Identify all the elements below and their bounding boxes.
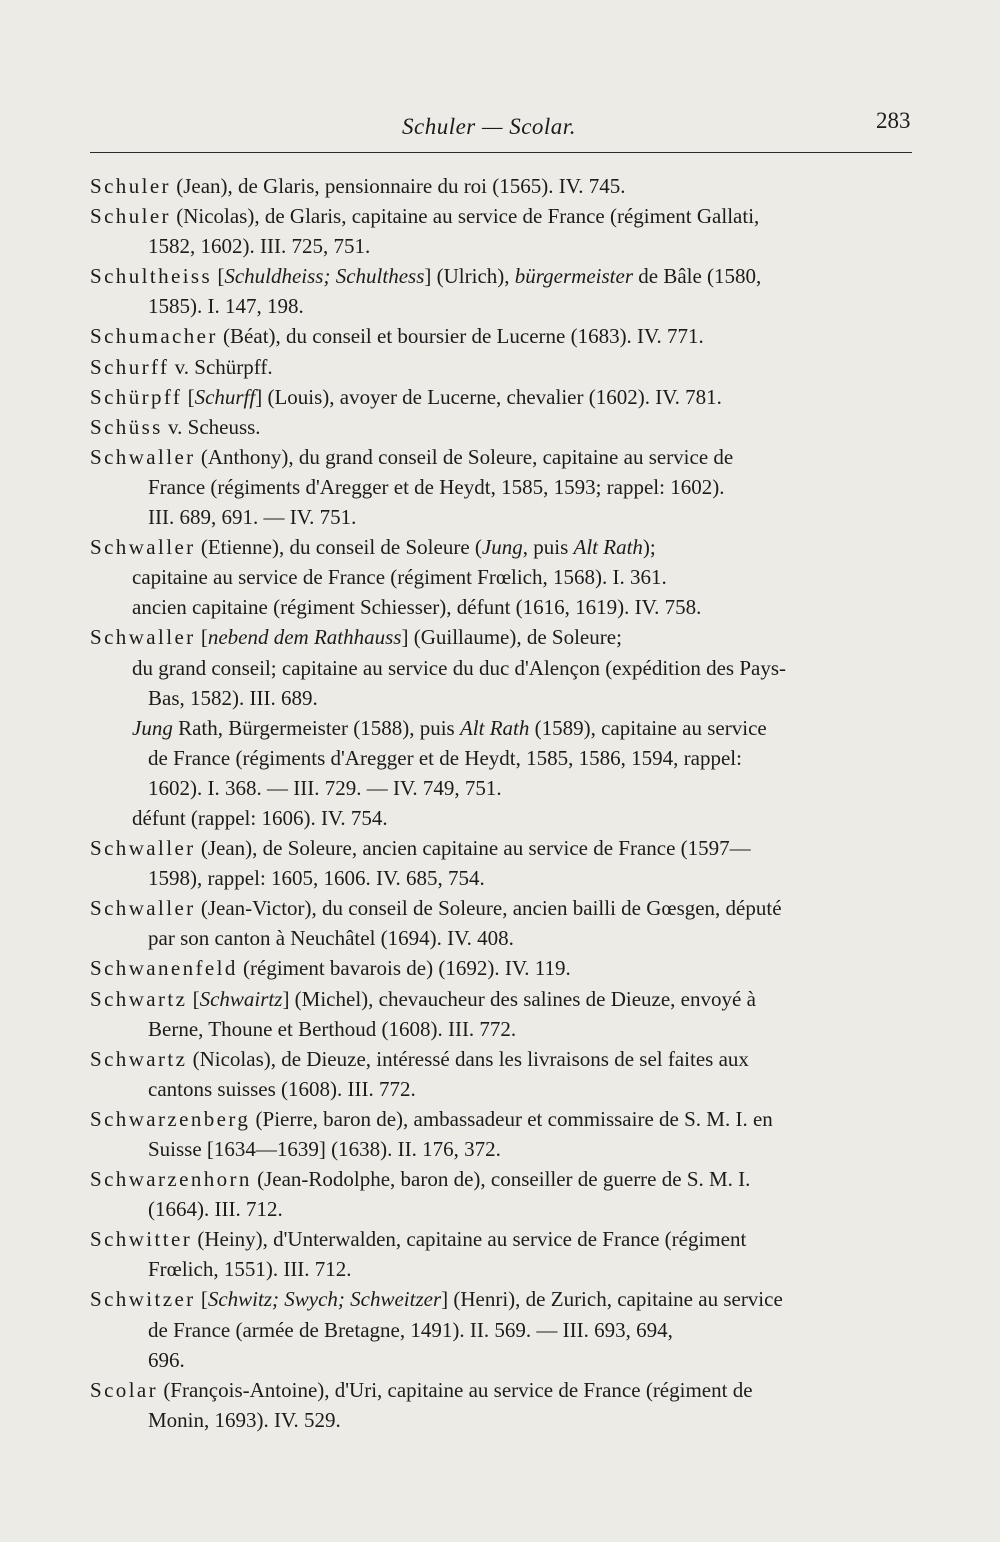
entry-line: [90, 833, 932, 863]
entry-name: Schwanenfeld: [90, 956, 238, 981]
index-entry-schwitter: [90, 1224, 932, 1284]
entry-text: (Heiny), d'Unterwalden, capitaine au service de France (régiment: [197, 1227, 747, 1252]
entry-text: III. 689, 691. — IV. 751.: [148, 505, 357, 530]
entry-text: [Schwitz; Swych; Schweitzer] (Henri), de Zurich, capitaine au service: [200, 1287, 783, 1312]
index-entry-schuler-nicolas: [90, 201, 932, 261]
entry-text: 1602). I. 368. — III. 729. — IV. 749, 751.: [148, 775, 502, 800]
entry-continuation: [90, 863, 932, 893]
entry-line: [90, 1164, 932, 1194]
entry-line: [90, 201, 932, 231]
index-entry-schwaller-jean: [90, 833, 932, 893]
index-entry-schwanenfeld: [90, 953, 932, 983]
entry-subline: [90, 803, 932, 833]
entry-name: Schwaller: [90, 896, 196, 921]
index-entry-schurpff: [90, 382, 932, 412]
entry-text: du grand conseil; capitaine au service du duc d'Alençon (expédition des Pays-: [132, 655, 786, 680]
entry-subline: [90, 592, 932, 622]
entry-continuation: [90, 1345, 932, 1375]
entry-text: Jung Rath, Bürgermeister (1588), puis Alt Rath (1589), capitaine au service: [132, 715, 767, 740]
entry-text: (Jean-Victor), du conseil de Soleure, ancien bailli de Gœsgen, député: [200, 896, 782, 921]
index-entry-scolar: [90, 1375, 932, 1435]
entry-continuation: [90, 1405, 932, 1435]
entry-line: [90, 1375, 932, 1405]
entry-continuation: [90, 773, 932, 803]
entry-line: [90, 953, 932, 983]
entry-continuation: [90, 502, 932, 532]
entry-text: (Nicolas), de Dieuze, intéressé dans les livraisons de sel faites aux: [192, 1046, 749, 1071]
entry-line: [90, 442, 932, 472]
index-entry-schurff: [90, 352, 932, 382]
entry-line: [90, 321, 932, 351]
entry-name: Schurff: [90, 354, 170, 379]
entry-text: (Etienne), du conseil de Soleure (Jung, puis Alt Rath);: [200, 535, 656, 560]
entry-text: (Jean), de Soleure, ancien capitaine au service de France (1597—: [200, 836, 751, 861]
entry-text: (Nicolas), de Glaris, capitaine au service de France (régiment Gallati,: [176, 204, 760, 229]
index-entry-schwartz-michel: [90, 984, 932, 1044]
index-entry-schultheiss: [90, 261, 932, 321]
entry-continuation: [90, 1254, 932, 1284]
entry-text: 1582, 1602). III. 725, 751.: [148, 234, 371, 259]
entry-name: Schwarzenberg: [90, 1106, 251, 1131]
entry-continuation: [90, 472, 932, 502]
entry-text: (Pierre, baron de), ambassadeur et commissaire de S. M. I. en: [255, 1106, 773, 1131]
entry-line: [90, 1104, 932, 1134]
entry-continuation: [90, 291, 932, 321]
index-entry-schwarzenhorn: [90, 1164, 932, 1224]
index-entry-schwaller-etienne: [90, 532, 932, 622]
index-entry-schwarzenberg: [90, 1104, 932, 1164]
entry-text: (Béat), du conseil et boursier de Lucerne (1683). IV. 771.: [223, 324, 704, 349]
entry-line: [90, 352, 932, 382]
entry-line: [90, 893, 932, 923]
entry-text: [Schurff] (Louis), avoyer de Lucerne, chevalier (1602). IV. 781.: [187, 384, 722, 409]
entry-text: par son canton à Neuchâtel (1694). IV. 408.: [148, 926, 514, 951]
entry-subline: [90, 653, 932, 683]
entry-name: Schwaller: [90, 836, 196, 861]
entry-continuation: [90, 1315, 932, 1345]
entry-name: Schultheiss: [90, 264, 213, 289]
index-entry-schwaller-anthony: [90, 442, 932, 532]
entry-text: de France (armée de Bretagne, 1491). II. 569. — III. 693, 694,: [148, 1317, 673, 1342]
entry-name: Schwaller: [90, 444, 196, 469]
entry-continuation: [90, 923, 932, 953]
entry-name: Schürpff: [90, 384, 183, 409]
entry-name: Schuler: [90, 204, 171, 229]
index-entry-schwitzer: [90, 1284, 932, 1374]
entry-subline: [90, 713, 932, 743]
entry-line: [90, 1224, 932, 1254]
entry-text: v. Scheuss.: [168, 414, 261, 439]
entry-line: [90, 261, 932, 291]
entry-name: Schwarzenhorn: [90, 1167, 252, 1192]
entry-text: 1598), rappel: 1605, 1606. IV. 685, 754.: [148, 866, 485, 891]
entry-text: (François-Antoine), d'Uri, capitaine au service de France (régiment de: [163, 1377, 753, 1402]
entry-line: [90, 1284, 932, 1314]
index-entry-schumacher: [90, 321, 932, 351]
entry-text: Suisse [1634—1639] (1638). II. 176, 372.: [148, 1137, 501, 1161]
entry-line: [90, 1044, 932, 1074]
entry-text: (Jean-Rodolphe, baron de), conseiller de guerre de S. M. I.: [257, 1167, 751, 1192]
entry-text: Frœlich, 1551). III. 712.: [148, 1257, 352, 1282]
entry-text: 696.: [148, 1347, 185, 1372]
entry-text: [Schwairtz] (Michel), chevaucheur des salines de Dieuze, envoyé à: [192, 986, 756, 1011]
running-head: [0, 108, 1000, 148]
entry-text: [Schuldheiss; Schulthess] (Ulrich), bürgermeister de Bâle (1580,: [217, 264, 762, 289]
entry-name: Scolar: [90, 1377, 159, 1402]
page-number: 283: [876, 108, 911, 133]
entry-text: [nebend dem Rathhauss] (Guillaume), de Soleure;: [200, 625, 622, 650]
entry-text: capitaine au service de France (régiment Frœlich, 1568). I. 361.: [132, 565, 667, 590]
entry-continuation: [90, 231, 932, 261]
entry-name: Schwartz: [90, 986, 188, 1011]
entry-name: Schuler: [90, 174, 171, 198]
entry-continuation: [90, 1074, 932, 1104]
entry-name: Schüss: [90, 414, 163, 439]
entry-line: [90, 984, 932, 1014]
entry-line: [90, 171, 932, 201]
entry-text: 1585). I. 147, 198.: [148, 294, 304, 319]
running-title: Schuler — Scolar.: [402, 114, 576, 139]
index-entry-schwaller-jean-victor: [90, 893, 932, 953]
entry-text: cantons suisses (1608). III. 772.: [148, 1076, 416, 1101]
entry-name: Schwaller: [90, 535, 196, 560]
entry-line: [90, 412, 932, 442]
entry-name: Schwitzer: [90, 1287, 196, 1312]
entry-text: Bas, 1582). III. 689.: [148, 685, 318, 710]
entry-text: Berne, Thoune et Berthoud (1608). III. 772.: [148, 1016, 517, 1041]
entry-continuation: [90, 1014, 932, 1044]
entry-name: Schwitter: [90, 1227, 193, 1252]
entry-text: v. Schürpff.: [174, 354, 273, 379]
index-entry-schuss: [90, 412, 932, 442]
entry-text: (Anthony), du grand conseil de Soleure, capitaine au service de: [200, 444, 734, 469]
index-entry-schwaller-guillaume: [90, 622, 932, 833]
entry-text: France (régiments d'Aregger et de Heydt, 1585, 1593; rappel: 1602).: [148, 474, 725, 499]
entry-text: (régiment bavarois de) (1692). IV. 119.: [243, 956, 571, 981]
entry-continuation: [90, 743, 932, 773]
entry-continuation: [90, 1194, 932, 1224]
entry-text: ancien capitaine (régiment Schiesser), défunt (1616, 1619). IV. 758.: [132, 595, 702, 620]
entry-name: Schumacher: [90, 324, 218, 349]
header-rule: [90, 152, 912, 153]
entry-text: Monin, 1693). IV. 529.: [148, 1407, 341, 1432]
entry-line: [90, 532, 932, 562]
entry-text: (1664). III. 712.: [148, 1197, 283, 1222]
entry-line: [90, 382, 932, 412]
entry-name: Schwartz: [90, 1046, 188, 1071]
entry-text: de France (régiments d'Aregger et de Heydt, 1585, 1586, 1594, rappel:: [148, 745, 742, 770]
index-entry-schuler-jean: [90, 171, 932, 201]
index-entry-schwartz-nicolas: [90, 1044, 932, 1104]
entry-subline: [90, 562, 932, 592]
entry-name: Schwaller: [90, 625, 196, 650]
index-entries: [90, 171, 932, 1435]
entry-continuation: [90, 683, 932, 713]
entry-continuation: [90, 1134, 932, 1164]
entry-line: [90, 622, 932, 652]
entry-text: défunt (rappel: 1606). IV. 754.: [132, 805, 388, 830]
entry-text: (Jean), de Glaris, pensionnaire du roi (1565). IV. 745.: [176, 174, 626, 198]
